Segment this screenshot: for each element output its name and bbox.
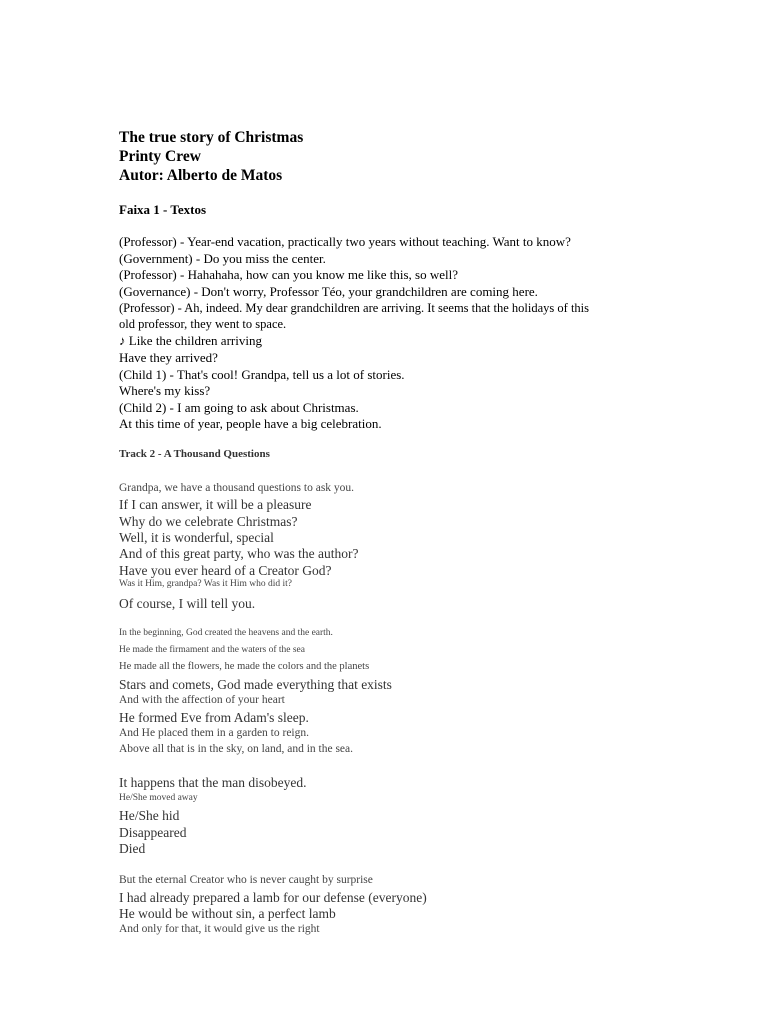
lyric-line: And of this great party, who was the author? (119, 546, 359, 561)
lyric-line: If I can answer, it will be a pleasure (119, 497, 312, 512)
lyric-line: He formed Eve from Adam's sleep. (119, 710, 309, 725)
lyric-line: He made all the flowers, he made the colors and the planets (119, 661, 370, 672)
lyric-line: Have you ever heard of a Creator God? (119, 563, 332, 578)
track1-line: ♪ Like the children arriving (119, 333, 262, 348)
lyric-line: Disappeared (119, 825, 187, 840)
lyric-line: He made the firmament and the waters of the sea (119, 645, 305, 655)
track1-line: (Professor) - Year-end vacation, practically two years without teaching. Want to know? (119, 234, 571, 249)
lyric-line: He/She hid (119, 808, 180, 823)
track2-heading: Track 2 - A Thousand Questions (119, 448, 270, 460)
lyric-line: Grandpa, we have a thousand questions to ask you. (119, 482, 355, 494)
lyric-line: Why do we celebrate Christmas? (119, 514, 298, 529)
track1-line: (Child 2) - I am going to ask about Christmas. (119, 400, 359, 415)
document-title: The true story of Christmas (119, 129, 304, 146)
lyric-line: But the eternal Creator who is never caught by surprise (119, 874, 373, 886)
lyric-line: And with the affection of your heart (119, 694, 285, 706)
track1-line: Have they arrived? (119, 350, 218, 365)
lyric-line: Well, it is wonderful, special (119, 530, 274, 545)
lyric-line: Of course, I will tell you. (119, 596, 256, 611)
lyric-line: And only for that, it would give us the right (119, 923, 320, 935)
document-author: Autor: Alberto de Matos (119, 167, 283, 184)
lyric-line: Above all that is in the sky, on land, and in the sea. (119, 743, 353, 755)
track1-line: At this time of year, people have a big celebration. (119, 416, 382, 431)
track1-line: (Governance) - Don't worry, Professor Téo, your grandchildren are coming here. (119, 284, 538, 299)
track1-line: (Professor) - Ah, indeed. My dear grandchildren are arriving. It seems that the holidays of this (119, 301, 590, 315)
lyric-line: In the beginning, God created the heavens and the earth. (119, 628, 333, 638)
document-group: Printy Crew (119, 148, 201, 165)
track1-line: (Government) - Do you miss the center. (119, 251, 326, 266)
lyric-line: He/She moved away (119, 793, 198, 803)
lyric-line: Stars and comets, God made everything that exists (119, 677, 392, 692)
track1-line: Where's my kiss? (119, 383, 211, 398)
track1-line: old professor, they went to space. (119, 317, 287, 331)
track1-line: (Professor) - Hahahaha, how can you know me like this, so well? (119, 267, 458, 282)
track1-line: (Child 1) - That's cool! Grandpa, tell us a lot of stories. (119, 367, 405, 382)
lyric-line: Was it Him, grandpa? Was it Him who did it? (119, 579, 292, 589)
lyric-line: Died (119, 841, 146, 856)
lyric-line: He would be without sin, a perfect lamb (119, 906, 336, 921)
lyric-line: I had already prepared a lamb for our defense (everyone) (119, 890, 427, 905)
lyric-line: And He placed them in a garden to reign. (119, 727, 310, 739)
lyric-line: It happens that the man disobeyed. (119, 775, 307, 790)
track1-heading: Faixa 1 - Textos (119, 202, 207, 217)
